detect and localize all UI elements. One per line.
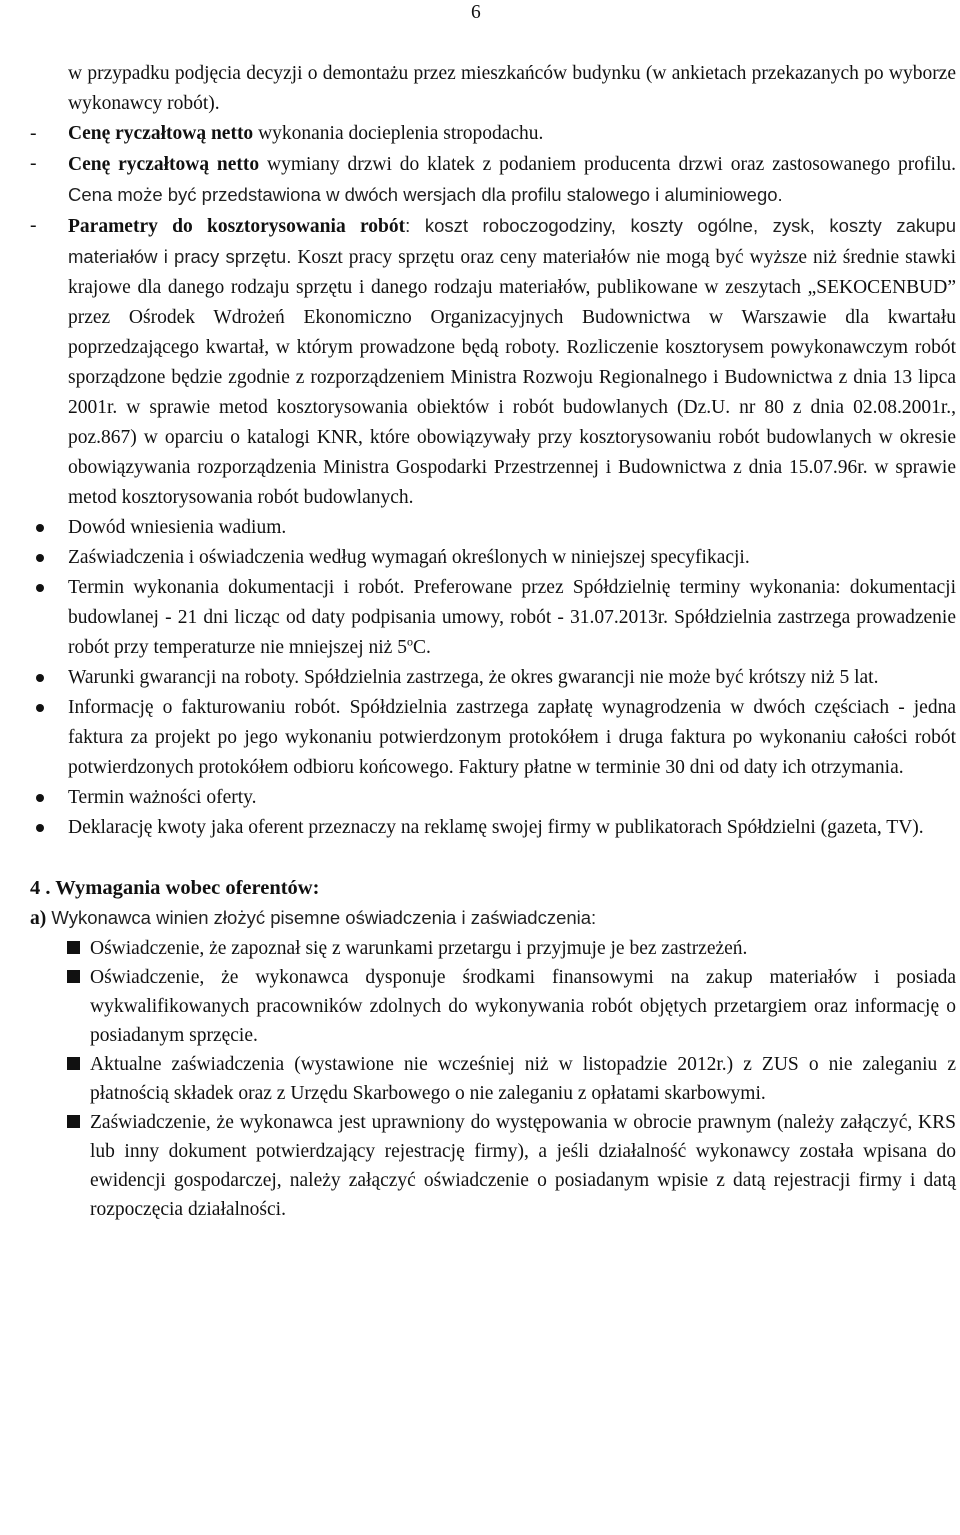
bullet-superscript: o bbox=[406, 634, 413, 649]
bullet-dot bbox=[36, 524, 44, 532]
dash-item-bold: Cenę ryczałtową netto bbox=[68, 154, 260, 175]
dash-item-bold: Cenę ryczałtową netto bbox=[68, 123, 254, 144]
bullet-text: Deklarację kwoty jaka oferent przeznaczy na reklamę swojej firmy w publikatorach Spółdzielni (gazeta, TV). bbox=[68, 817, 924, 838]
dash-marker: - bbox=[30, 153, 37, 174]
intro-paragraph: w przypadku podjęcia decyzji o demontażu przez mieszkańców budynku (w ankietach przekazanych po wyborze wykonawcy robót). bbox=[68, 63, 956, 114]
bullet-item-7 bbox=[30, 813, 956, 843]
bullet-text: Termin ważności oferty. bbox=[68, 787, 257, 808]
bullet-item-5 bbox=[30, 693, 956, 783]
bullet-text: Zaświadczenia i oświadczenia według wymagań określonych w niniejszej specyfikacji. bbox=[68, 547, 750, 568]
square-bullet-icon bbox=[67, 1115, 80, 1128]
dash-item-text: wymiany drzwi do klatek z podaniem producenta drzwi oraz zastosowanego profilu. bbox=[259, 154, 957, 175]
document-body bbox=[30, 59, 956, 1224]
section-4-heading: 4 . Wymagania wobec oferentów: bbox=[30, 877, 320, 899]
section-4a-intro bbox=[30, 903, 956, 934]
requirement-text: Zaświadczenie, że wykonawca jest uprawniony do występowania w obrocie prawnym (należy załączyć, KRS lub inny dokument potwierdzający rejestrację firmy), a jeśli działalność wykonawcy została wpisana do ewidencji gospodarczej, należy załączyć oświadczenie o posiadanym wpisie z datą rejestracji firmy i datą rozpoczęcia działalności. bbox=[90, 1112, 956, 1220]
bullet-item-4 bbox=[30, 663, 956, 693]
bullet-dot bbox=[36, 554, 44, 562]
bullet-item-2 bbox=[30, 543, 956, 573]
bullet-text: Termin wykonania dokumentacji i robót. Preferowane przez Spółdzielnię terminy wykonania: dokumentacji budowlanej - 21 dni licząc od daty podpisania umowy, robót - 31.07.2013r. Spółdzielnia zastrzega prowadzenie robót przy temperaturze nie mniejszej niż 5 bbox=[68, 577, 956, 658]
requirement-item-4 bbox=[30, 1108, 956, 1224]
requirement-text: Oświadczenie, że wykonawca dysponuje środkami finansowymi na zakup materiałów i posiada wykwalifikowanych pracowników zdolnych do wykonywania robót objętych przetargiem oraz informację o posiadanym sprzęcie. bbox=[90, 967, 956, 1046]
bullet-dot bbox=[36, 824, 44, 832]
section-4a-label: a) bbox=[30, 908, 47, 929]
square-bullet-icon bbox=[67, 1057, 80, 1070]
requirement-item-1 bbox=[30, 934, 956, 963]
square-bullet-icon bbox=[67, 941, 80, 954]
bullet-text: Informację o fakturowaniu robót. Spółdzielnia zastrzega zapłatę wynagrodzenia w dwóch częściach - jedna faktura za projekt po jego wykonaniu potwierdzonym protokółem i druga faktura po wykonaniu całości robót potwierdzonych protokółem odbioru końcowego. Faktury płatne w terminie 30 dni od daty ich otrzymania. bbox=[68, 697, 956, 778]
bullet-dot bbox=[36, 674, 44, 682]
dash-marker: - bbox=[30, 215, 37, 236]
requirement-text: Aktualne zaświadczenia (wystawione nie wcześniej niż w listopadzie 2012r.) z ZUS o nie zaleganiu z płatnością składek oraz z Urzędu Skarbowego o nie zaleganiu z opłatami skarbowymi. bbox=[90, 1054, 956, 1104]
dash-item-2 bbox=[30, 149, 956, 211]
section-4a-text: Wykonawca winien złożyć pisemne oświadczenia i zaświadczenia: bbox=[46, 907, 597, 928]
square-bullet-icon bbox=[67, 970, 80, 983]
bullet-item-6 bbox=[30, 783, 956, 813]
dash-item-text: Koszt pracy sprzętu oraz ceny materiałów nie mogą być wyższe niż średnie stawki krajowe dla danego rodzaju sprzętu i danego rodzaju materiałów, publikowane w zeszytach „SEKOCENBUD” przez Ośrodek Wdrożeń Ekonomiczno Organizacyjnych Budownictwa w Warszawie dla kwartału poprzedzającego kwartał, w którym prowadzone będą roboty. Rozliczenie kosztorysem powykonawczym robót sporządzone będzie zgodnie z rozporządzeniem Ministra Rozwoju Regionalnego i Budownictwa z dnia 13 lipca 2001r. w sprawie metod kosztorysowania obiektów i robót budowlanych (Dz.U. nr 80 z dnia 02.08.2001r., poz.867) w oparciu o katalogi KNR, które obowiązywały przy kosztorysowaniu robót budowlanych w okresie obowiązywania rozporządzenia Ministra Gospodarki Przestrzennej i Budownictwa z dnia 15.07.96r. w sprawie metod kosztorysowania robót budowlanych. bbox=[68, 247, 956, 508]
bullet-dot bbox=[36, 704, 44, 712]
bullet-item-3 bbox=[30, 573, 956, 663]
page-number: 6 bbox=[471, 2, 481, 23]
dash-item-sans-text: Cena może być przedstawiona w dwóch wersjach dla profilu stalowego i aluminiowego. bbox=[68, 184, 783, 205]
dash-marker: - bbox=[30, 123, 37, 144]
requirement-item-2 bbox=[30, 963, 956, 1050]
bullet-text: Warunki gwarancji na roboty. Spółdzielnia zastrzega, że okres gwarancji nie może być krótszy niż 5 lat. bbox=[68, 667, 879, 688]
requirement-text: Oświadczenie, że zapoznał się z warunkami przetargu i przyjmuje je bez zastrzeżeń. bbox=[90, 938, 748, 959]
dash-item-sans-text: : koszt roboczogodziny, koszty ogólne, zysk, koszty zakupu materiałów i pracy sprzętu. bbox=[68, 215, 956, 267]
bullet-text: Dowód wniesienia wadium. bbox=[68, 517, 287, 538]
bullet-dot bbox=[36, 584, 44, 592]
dash-item-text: wykonania docieplenia stropodachu. bbox=[253, 123, 544, 144]
bullet-item-1 bbox=[30, 513, 956, 543]
dash-item-1 bbox=[30, 119, 956, 149]
bullet-text-after: C. bbox=[412, 637, 431, 658]
dash-item-bold: Parametry do kosztorysowania robót bbox=[68, 216, 406, 237]
requirement-item-3 bbox=[30, 1050, 956, 1108]
bullet-dot bbox=[36, 794, 44, 802]
dash-item-3 bbox=[30, 211, 956, 513]
